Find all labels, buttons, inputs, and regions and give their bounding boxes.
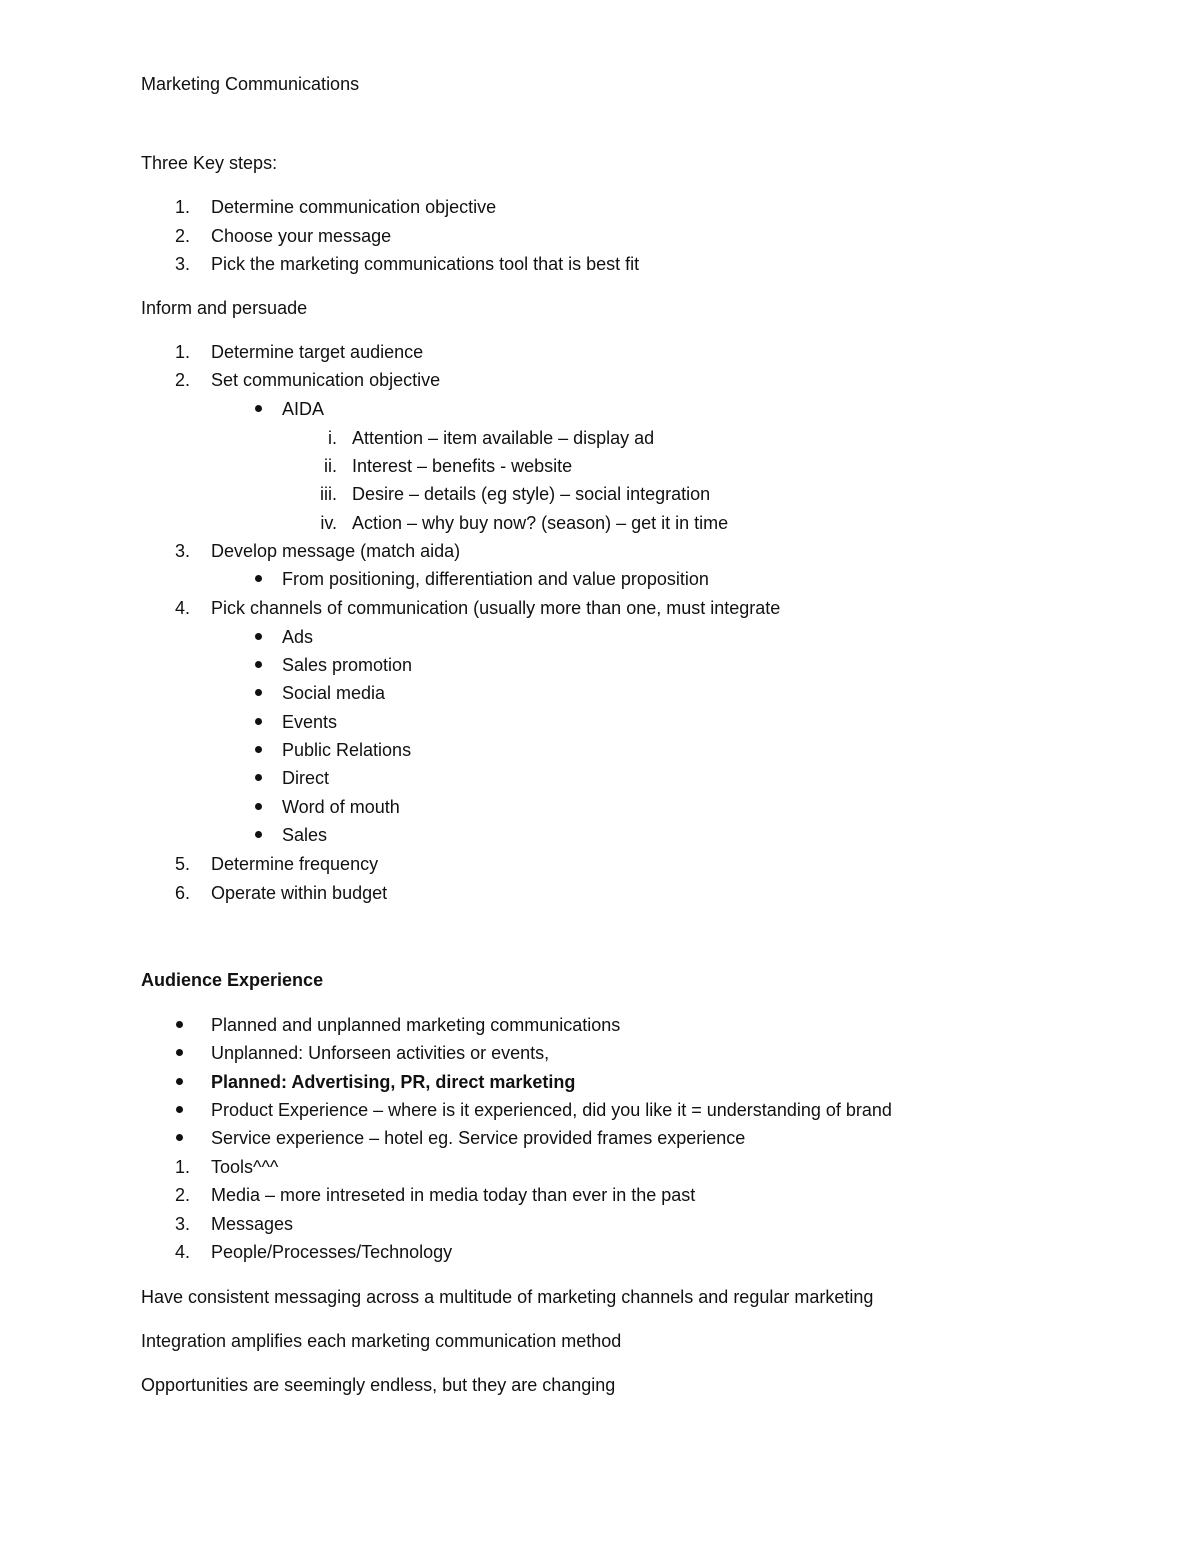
bullet-icon: [255, 405, 262, 412]
bullet-icon: [255, 774, 262, 781]
list-item: Determine target audience: [211, 342, 424, 362]
bullet-icon: [255, 575, 262, 582]
list-item: Service experience – hotel eg. Service provided frames experience: [211, 1128, 746, 1148]
list-number: 4.: [174, 598, 190, 618]
bullet-icon: [255, 831, 262, 838]
list-number: 1.: [174, 1157, 190, 1177]
list-item: Choose your message: [211, 226, 392, 246]
list-number: 2.: [174, 1185, 190, 1205]
list-item: Unplanned: Unforseen activities or events,: [211, 1043, 550, 1063]
bullet-icon: [176, 1106, 183, 1113]
channel-item: Public Relations: [282, 740, 412, 760]
list-item: Pick channels of communication (usually more than one, must integrate: [211, 598, 781, 618]
channel-item: Ads: [282, 627, 314, 647]
list-item: AIDA: [282, 399, 325, 419]
list-number: 3.: [174, 1214, 190, 1234]
list-number: 3.: [174, 254, 190, 274]
list-item: Set communication objective: [211, 370, 441, 390]
list-item: Determine frequency: [211, 854, 379, 874]
list-item: Planned and unplanned marketing communications: [211, 1015, 621, 1035]
key-steps-heading: Three Key steps:: [141, 153, 278, 173]
channel-item: Social media: [282, 683, 386, 703]
audience-heading: Audience Experience: [141, 970, 324, 990]
list-item: Interest – benefits - website: [352, 456, 573, 476]
list-item: Pick the marketing communications tool that is best fit: [211, 254, 640, 274]
list-number: 6.: [174, 883, 190, 903]
channel-item: Sales promotion: [282, 655, 413, 675]
paragraph: Opportunities are seemingly endless, but they are changing: [141, 1375, 616, 1395]
channel-item: Sales: [282, 825, 328, 845]
bullet-icon: [176, 1078, 183, 1085]
list-item: Media – more intreseted in media today than ever in the past: [211, 1185, 696, 1205]
bullet-icon: [255, 661, 262, 668]
bullet-icon: [255, 718, 262, 725]
bullet-icon: [176, 1021, 183, 1028]
list-item: Planned: Advertising, PR, direct marketing: [211, 1072, 576, 1092]
bullet-icon: [255, 689, 262, 696]
list-number: 1.: [174, 197, 190, 217]
list-item: Attention – item available – display ad: [352, 428, 655, 448]
roman-numeral: i.: [328, 428, 337, 448]
bullet-icon: [176, 1049, 183, 1056]
roman-numeral: iii.: [320, 484, 337, 504]
channel-item: Events: [282, 712, 338, 732]
list-number: 5.: [174, 854, 190, 874]
list-item: Develop message (match aida): [211, 541, 461, 561]
bullet-icon: [255, 746, 262, 753]
channel-item: Direct: [282, 768, 330, 788]
list-number: 4.: [174, 1242, 190, 1262]
roman-numeral: ii.: [324, 456, 337, 476]
list-item: Action – why buy now? (season) – get it in time: [352, 513, 729, 533]
list-item: Operate within budget: [211, 883, 388, 903]
list-item: Determine communication objective: [211, 197, 497, 217]
bullet-icon: [255, 633, 262, 640]
list-item: Messages: [211, 1214, 294, 1234]
bullet-icon: [255, 803, 262, 810]
list-number: 2.: [174, 370, 190, 390]
document-title: Marketing Communications: [141, 74, 360, 94]
paragraph: Have consistent messaging across a multitude of marketing channels and regular marketing: [141, 1287, 874, 1307]
roman-numeral: iv.: [320, 513, 337, 533]
list-number: 3.: [174, 541, 190, 561]
list-item: People/Processes/Technology: [211, 1242, 453, 1262]
paragraph: Integration amplifies each marketing communication method: [141, 1331, 622, 1351]
inform-heading: Inform and persuade: [141, 298, 308, 318]
list-item: Tools^^^: [211, 1157, 279, 1177]
list-item: From positioning, differentiation and value proposition: [282, 569, 709, 589]
list-number: 1.: [174, 342, 190, 362]
channel-item: Word of mouth: [282, 797, 400, 817]
list-item: Desire – details (eg style) – social integration: [352, 484, 711, 504]
bullet-icon: [176, 1134, 183, 1141]
list-item: Product Experience – where is it experienced, did you like it = understanding of brand: [211, 1100, 892, 1120]
list-number: 2.: [174, 226, 190, 246]
